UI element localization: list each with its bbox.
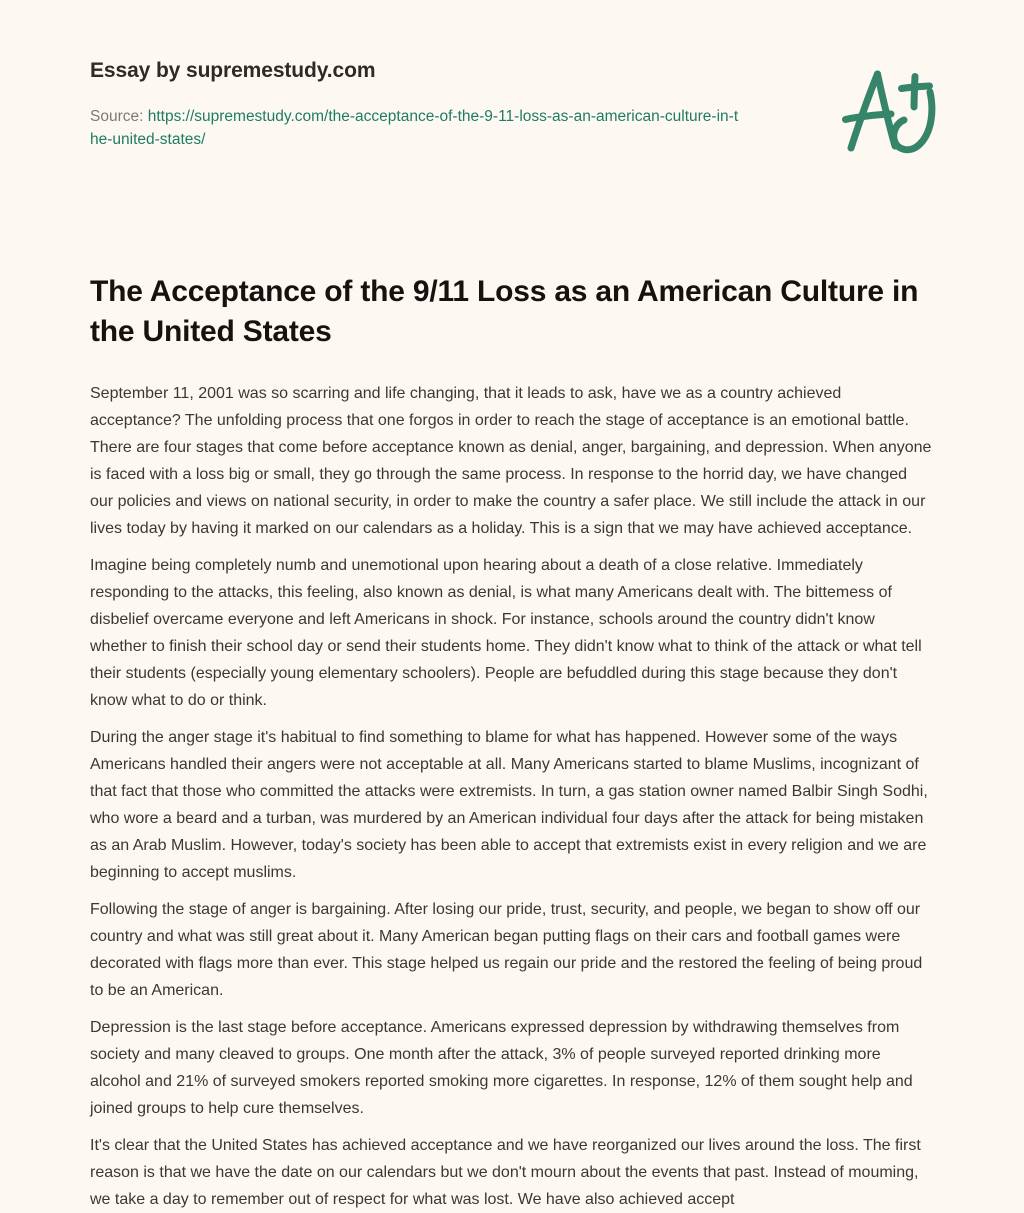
paragraph: Depression is the last stage before acceptance. Americans expressed depression by withdrawing themselves from society and many cleaved to groups. One month after the attack, 3% of people surveyed reported drinking more alcohol and 21% of surveyed smokers reported smoking more cigarettes. In response, 12% of them sought help and joined groups to help cure themselves. <box>90 1019 913 1117</box>
paragraph: During the anger stage it's habitual to find something to blame for what has happened. However some of the ways Americans handled their angers were not acceptable at all. Many Americans started to blame Muslims, incognizant of that fact that those who committed the attacks were extremists. In turn, a gas station owner named Balbir Singh Sodhi, who wore a beard and a turban, was murdered by an American individual four days after the attack for being mistaken as an Arab Muslim. However, today's society has been able to accept that extremists exist in every religion and we are beginning to accept muslims. <box>90 729 928 881</box>
source-line <box>90 105 740 151</box>
paragraph: Imagine being completely numb and unemotional upon hearing about a death of a close relative. Immediately responding to the attacks, this feeling, also known as denial, is what many Americans dealt with. The bittemess of disbelief overcame everyone and left Americans in shock. For instance, schools around the country didn't know whether to finish their school day or send their students home. They didn't know what to think of the attack or what tell their students (especially young elementary schoolers). People are befuddled during this stage because they don't know what to do or think. <box>90 557 922 709</box>
paragraph: Following the stage of anger is bargaining. After losing our pride, trust, security, and people, we began to show off our country and what was still great about it. Many American began putting flags on their cars and football games were decorated with flags more than ever. This stage helped us regain our pride and the restored the feeling of being proud to be an American. <box>90 901 923 999</box>
source-label: Source: <box>90 108 144 126</box>
document-header <box>90 0 934 176</box>
paragraph: September 11, 2001 was so scarring and life changing, that it leads to ask, have we as a country achieved acceptance? The unfolding process that one forgos in order to reach the stage of acceptance is an emotional battle. There are four stages that come before acceptance known as denial, anger, bargaining, and depression. When anyone is faced with a loss big or small, they go through the same process. In response to the horrid day, we have changed our policies and views on national security, in order to make the country a safer place. We still include the attack in our lives today by having it marked on our calendars as a holiday. This is a sign that we may have achieved acceptance. <box>90 385 932 537</box>
paragraph: It's clear that the United States has achieved acceptance and we have reorganized our lives around the loss. The first reason is that we have the date on our calendars but we don't mourn about the events that past. Instead of mouming, we take a day to remember out of respect for what was lost. We have also achieved accept <box>90 1137 921 1208</box>
a-plus-logo-icon <box>834 62 944 167</box>
page-title: The Acceptance of the 9/11 Loss as an American Culture in the United States <box>90 275 919 348</box>
brand-title: Essay by supremestudy.com <box>90 59 376 82</box>
source-url-link[interactable]: https://supremestudy.com/the-acceptance-of-the-9-11-loss-as-an-american-culture-in-the-united-states/ <box>90 108 739 149</box>
article-body <box>90 380 934 1213</box>
